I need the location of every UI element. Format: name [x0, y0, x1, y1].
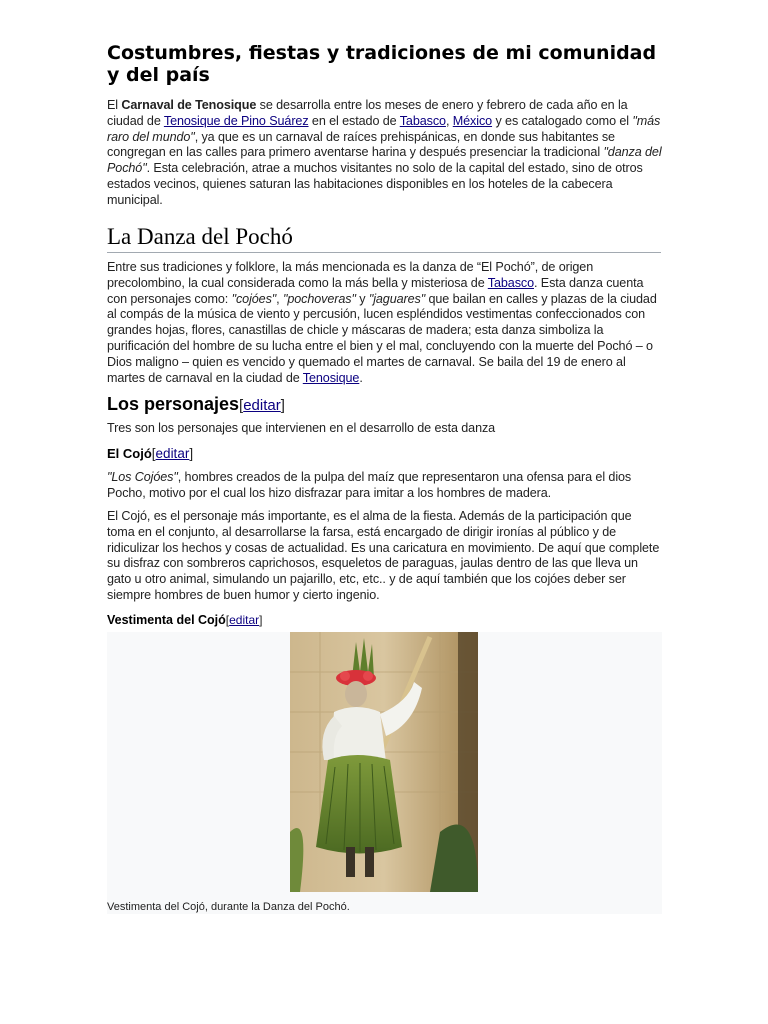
cojo-text: , hombres creados de la pulpa del maíz que representaron una ofensa para el dios Pocho, motivo por el cual los hizo disfrazar para imitar a los hombres de madera.: [107, 470, 632, 500]
cojo-costume-photo[interactable]: [290, 632, 478, 892]
edit-section-link-wrapper: [226, 613, 263, 627]
cojo-italic: "Los Cojóes": [107, 470, 178, 484]
intro-text: ,: [445, 113, 453, 128]
personajes-paragraph: Tres son los personajes que intervienen en el desarrollo de esta danza: [107, 421, 496, 435]
vestimenta-heading-text: Vestimenta del Cojó: [107, 613, 226, 627]
link-mexico[interactable]: México: [452, 113, 493, 128]
intro-text: . Esta celebración, atrae a muchos visitantes no solo de la capital del estado, sino de otros estados vecinos, quienes saturan las habitaciones disponibles en los hoteles de la cabecera municipal.: [107, 161, 643, 207]
link-tenosique-de-pino-suarez[interactable]: Tenosique de Pino Suárez: [163, 113, 309, 128]
bracket-close: ]: [280, 397, 285, 414]
section-heading-cojo: [107, 444, 193, 464]
intro-text: se desarrolla entre los meses de enero y febrero de cada año en la ciudad de: [107, 98, 628, 128]
intro-italic: "más raro del mundo": [107, 113, 661, 144]
danza-text: .: [359, 370, 363, 385]
intro-bold-term: Carnaval de Tenosique: [121, 98, 257, 112]
danza-italic: "cojóes": [231, 291, 277, 306]
intro-paragraph: [107, 98, 662, 209]
section-heading-vestimenta: [107, 611, 263, 629]
image-thumbnail: [107, 632, 662, 914]
link-tenosique[interactable]: Tenosique: [302, 370, 360, 385]
link-tabasco-2[interactable]: Tabasco: [487, 275, 534, 290]
intro-text: y es catalogado como el: [492, 113, 633, 128]
section-heading-personajes: [107, 392, 285, 418]
danza-italic: "jaguares": [368, 291, 426, 306]
edit-section-link-wrapper: [152, 446, 193, 461]
danza-italic: "pochoveras": [282, 291, 356, 306]
page-title: Costumbres, fiestas y tradiciones de mi comunidad y del país: [107, 42, 657, 86]
personajes-heading-text: Los personajes: [107, 394, 240, 414]
cojo-costume-illustration: [290, 632, 478, 892]
section-heading-danza: La Danza del Pochó: [107, 222, 661, 253]
cojo-heading-text: El Cojó: [107, 446, 152, 461]
cojo-paragraph-1: [107, 470, 662, 502]
danza-text: ,: [276, 291, 283, 306]
danza-text: Entre sus tradiciones y folklore, la más mencionada es la danza de “El Pochó”, de origen precolombino, la cual considerada como la más bella y misteriosa de: [107, 260, 594, 290]
bracket-open: [: [151, 446, 156, 461]
link-tabasco[interactable]: Tabasco: [399, 113, 446, 128]
edit-link-vestimenta[interactable]: editar: [229, 613, 260, 627]
intro-italic: "danza del Pochó": [107, 145, 662, 176]
danza-paragraph: [107, 260, 662, 386]
danza-text: . Esta danza cuenta con personajes como:: [107, 275, 644, 306]
danza-text: que bailan en calles y plazas de la ciudad al compás de la música de viento y percusión, lucen espléndidos vestimentas confeccionados con grandes hojas, flores, canastillas de chicle y máscaras de madera; esta danza simboliza la purificación del hombre de su lucha entre el bien y el mal, concluyendo con la muerte del Pochó – o Dios maligno – quien es vencido y quemado el martes de carnaval. Se baila del 19 de enero al martes de carnaval en la ciudad de: [107, 291, 657, 385]
image-caption: Vestimenta del Cojó, durante la Danza del Pochó.: [107, 901, 350, 913]
intro-text: El: [107, 98, 122, 112]
bracket-open: [: [225, 613, 230, 627]
bracket-close: ]: [189, 446, 194, 461]
edit-link-personajes[interactable]: editar: [243, 397, 281, 414]
bracket-open: [: [239, 397, 244, 414]
intro-text: en el estado de: [308, 113, 400, 128]
danza-text: y: [355, 291, 369, 306]
bracket-close: ]: [259, 613, 263, 627]
intro-text: , ya que es un carnaval de raíces prehispánicas, en donde sus habitantes se congregan en las calles para primero aventarse harina y después presenciar la tradicional: [107, 129, 615, 160]
edit-link-cojo[interactable]: editar: [155, 446, 190, 461]
cojo-paragraph-2: El Cojó, es el personaje más importante, es el alma de la fiesta. Además de la participación que toma en el conjunto, al desarrollarse la farsa, está encargado de dirigir ironías al público y de ridiculizar los hechos y cosas de actualidad. Es una caricatura en movimiento. De aquí que complete su disfraz con sombreros caprichosos, esqueletos de paraguas, jaulas dentro de las que lleva un gato u otro animal, simulando un pajarillo, etc, etc.. y de aquí también que los cojóes deber ser siempre hombres de buen humor y cierto ingenio.: [107, 509, 660, 602]
edit-section-link-wrapper: [239, 397, 285, 414]
